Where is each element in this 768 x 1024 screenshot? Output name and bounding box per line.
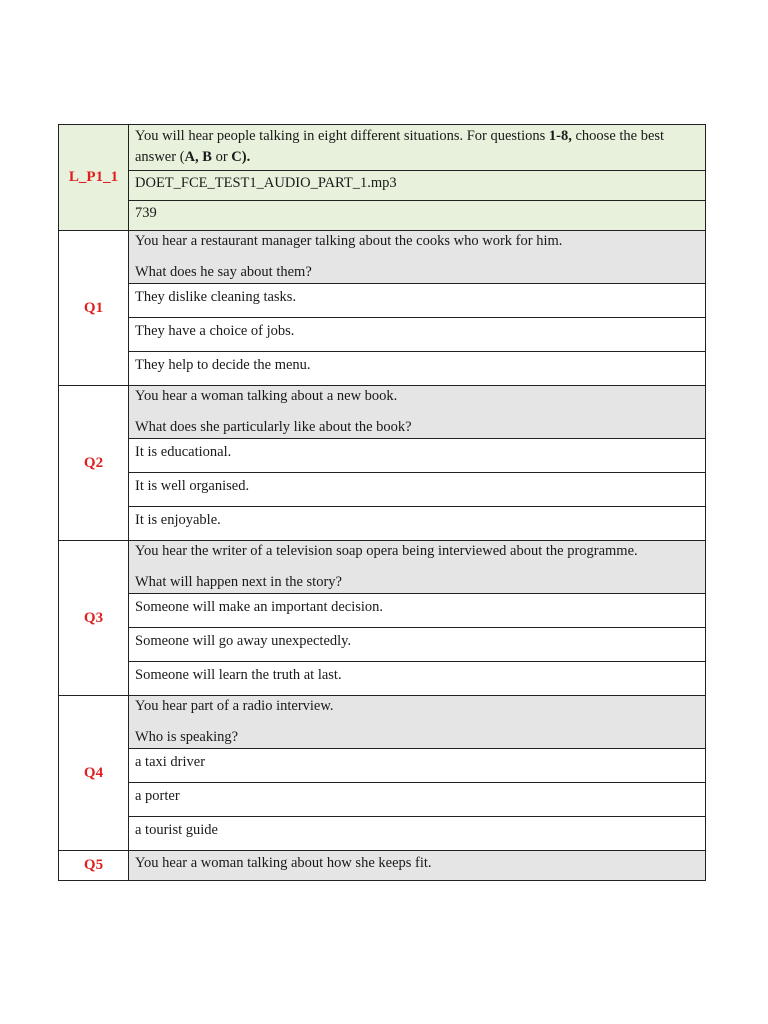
answer-option: They help to decide the menu. <box>129 352 706 386</box>
item-number: 739 <box>129 201 706 231</box>
answer-option: Someone will learn the truth at last. <box>129 662 706 696</box>
answer-option: a taxi driver <box>129 749 706 783</box>
instruction-bold: A, B <box>184 149 212 165</box>
question-prompt: What does she particularly like about the book? <box>135 419 412 435</box>
question-stem <box>129 386 706 439</box>
answer-option: They have a choice of jobs. <box>129 318 706 352</box>
instruction-text <box>129 125 706 171</box>
question-label: Q2 <box>59 386 129 541</box>
question-row <box>59 696 706 749</box>
header-row <box>59 125 706 171</box>
question-label: Q3 <box>59 541 129 696</box>
instruction-bold: C). <box>231 149 251 165</box>
question-context: You hear part of a radio interview. <box>135 698 334 714</box>
question-label: Q1 <box>59 231 129 386</box>
question-stem <box>129 696 706 749</box>
answer-option: It is educational. <box>129 439 706 473</box>
instruction-part: or <box>211 149 232 165</box>
answer-option: It is enjoyable. <box>129 507 706 541</box>
exam-table <box>58 124 706 881</box>
question-context: You hear a woman talking about a new book. <box>135 388 398 404</box>
answer-option: Someone will make an important decision. <box>129 594 706 628</box>
question-row <box>59 541 706 594</box>
answer-option: Someone will go away unexpectedly. <box>129 628 706 662</box>
audio-filename: DOET_FCE_TEST1_AUDIO_PART_1.mp3 <box>129 171 706 201</box>
question-prompt: Who is speaking? <box>135 729 239 745</box>
answer-option: a tourist guide <box>129 817 706 851</box>
instruction-bold: 1-8, <box>548 128 572 144</box>
question-prompt: What will happen next in the story? <box>135 574 342 590</box>
question-stem <box>129 231 706 284</box>
question-context: You hear the writer of a television soap opera being interviewed about the programme. <box>135 543 638 559</box>
answer-option: They dislike cleaning tasks. <box>129 284 706 318</box>
header-row <box>59 171 706 201</box>
instruction-part: choose the best answer ( <box>135 128 665 165</box>
question-label: Q5 <box>59 851 129 881</box>
question-label: Q4 <box>59 696 129 851</box>
question-context: You hear a restaurant manager talking about the cooks who work for him. <box>135 233 563 249</box>
header-row <box>59 201 706 231</box>
question-stem <box>129 541 706 594</box>
answer-option: It is well organised. <box>129 473 706 507</box>
question-row <box>59 386 706 439</box>
question-stem <box>129 851 706 881</box>
question-row <box>59 851 706 881</box>
section-code: L_P1_1 <box>59 125 129 231</box>
question-context: You hear a woman talking about how she keeps fit. <box>135 855 432 871</box>
answer-option: a porter <box>129 783 706 817</box>
question-row <box>59 231 706 284</box>
question-prompt: What does he say about them? <box>135 264 312 280</box>
instruction-part: You will hear people talking in eight different situations. For questions <box>135 128 549 144</box>
